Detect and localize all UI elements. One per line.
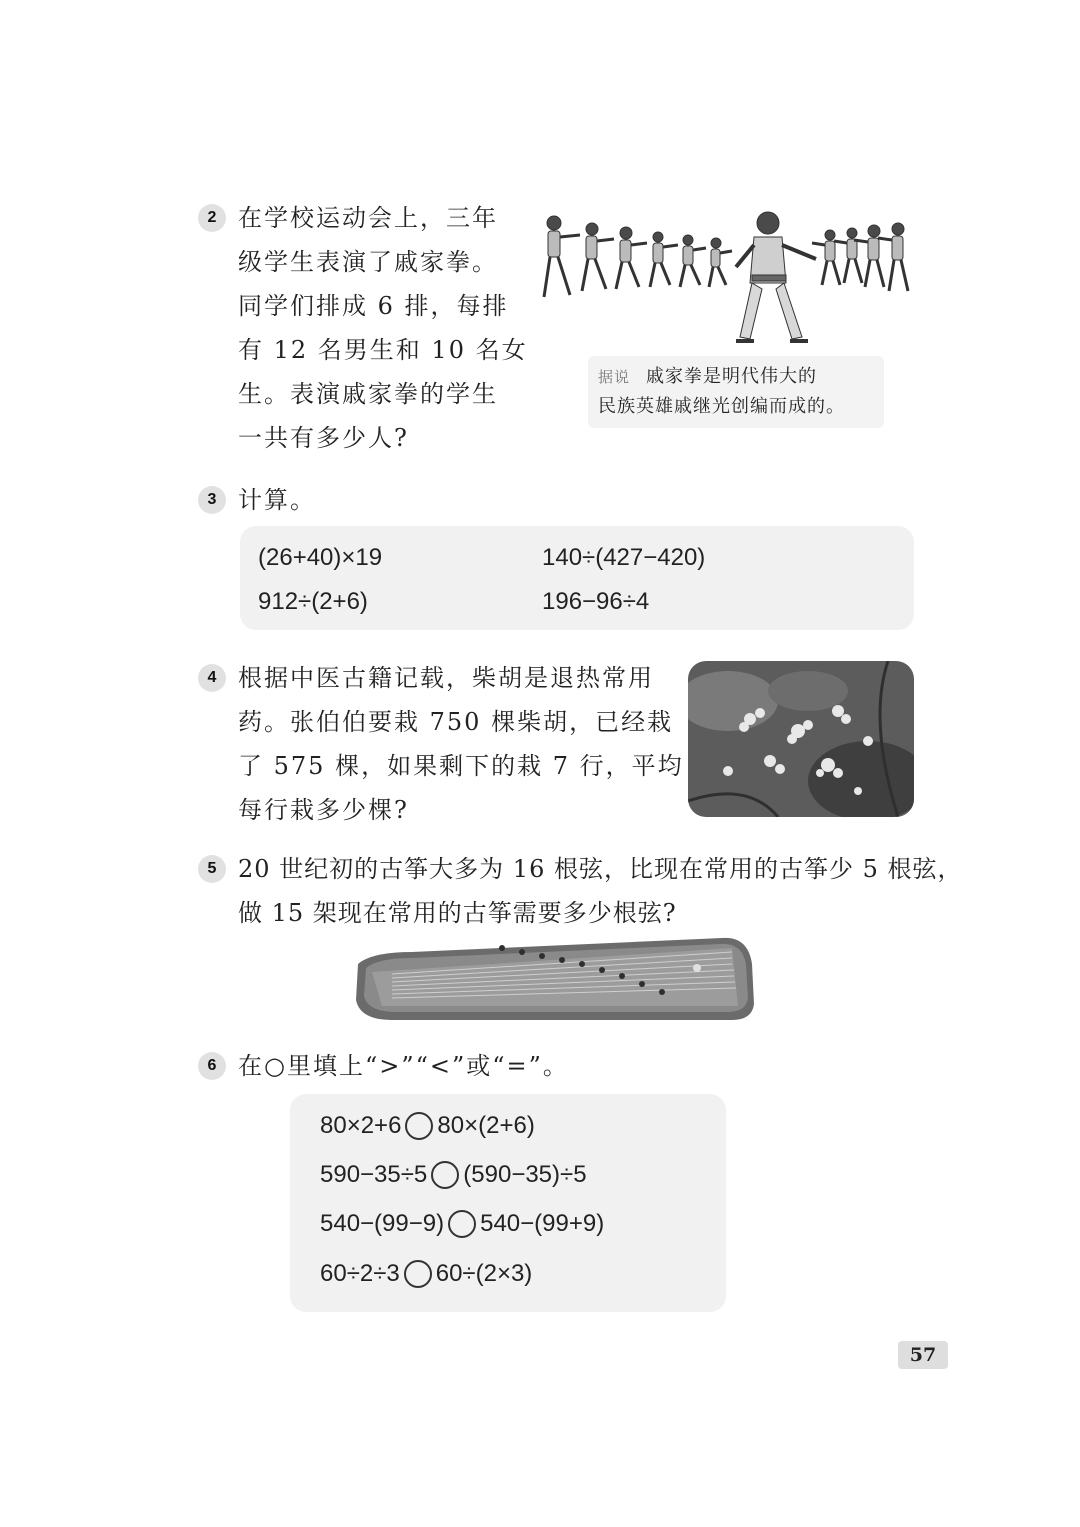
calc-expression-1: (26+40)×19 [258,544,383,571]
problem-3-badge: 3 [198,486,226,514]
comparison-row-2 [320,1158,587,1192]
guzheng-image [352,934,756,1026]
tip-tag: 据说 [598,368,631,386]
problem-5-line-2: 做 15 架现在常用的古筝需要多少根弦? [238,899,677,927]
comparison-row-4 [320,1257,532,1291]
tip-box [588,356,884,428]
problem-2-badge: 2 [198,204,226,232]
answer-circle-1[interactable] [405,1112,433,1140]
answer-circle-3[interactable] [448,1210,476,1238]
calc-expression-3: 912÷(2+6) [258,588,368,615]
comparison-row-1 [320,1109,535,1143]
answer-circle-4[interactable] [404,1260,432,1288]
comparison-row-3 [320,1207,604,1241]
tip-line-2: 民族英雄戚继光创编而成的。 [598,396,845,417]
comparison-3-right: 540−(99+9) [480,1210,605,1237]
answer-circle-2[interactable] [431,1161,459,1189]
tip-line-1: 戚家拳是明代伟大的 [646,366,818,387]
students-left-group [544,216,732,297]
students-right-group [812,223,908,291]
calc-expression-2: 140÷(427−420) [542,544,706,571]
problem-6-badge: 6 [198,1052,226,1080]
problem-2-line-6: 一共有多少人? [238,424,409,452]
problem-2-line-1: 在学校运动会上，三年 [238,204,498,232]
problem-4-line-1: 根据中医古籍记载，柴胡是退热常用 [238,664,654,692]
calc-expression-4: 196−96÷4 [542,588,650,615]
problem-2-line-5: 生。表演戚家拳的学生 [238,380,498,408]
problem-6-title: 在○里填上“>”“<”或“=”。 [238,1052,569,1080]
page-number: 57 [898,1341,948,1369]
bupleurum-flower-photo [688,661,914,817]
comparison-4-right: 60÷(2×3) [435,1260,533,1287]
problem-2-line-4: 有 12 名男生和 10 名女 [238,336,528,364]
problem-2-line-3: 同学们排成 6 排，每排 [238,292,509,320]
problem-4-line-4: 每行栽多少棵? [238,796,409,824]
problem-3-title: 计算。 [238,486,316,514]
problem-2-text [238,196,528,460]
problem-4-text [238,656,684,832]
comparison-4-left: 60÷2÷3 [320,1260,400,1287]
comparison-1-right: 80×(2+6) [437,1112,535,1139]
problem-5-badge: 5 [198,855,226,883]
problem-4-line-3: 了 575 棵，如果剩下的栽 7 行，平均 [238,752,684,780]
comparison-2-left: 590−35÷5 [320,1161,428,1188]
comparison-3-left: 540−(99−9) [320,1210,445,1237]
leader-figure [736,212,816,341]
problem-5-text [238,847,963,935]
problem-4-line-2: 药。张伯伯要栽 750 棵柴胡，已经栽 [238,708,674,736]
comparison-2-right: (590−35)÷5 [463,1161,587,1188]
problem-5-line-1: 20 世纪初的古筝大多为 16 根弦，比现在常用的古筝少 5 根弦， [238,855,963,883]
problem-4-badge: 4 [198,664,226,692]
martial-arts-illustration [540,205,916,350]
problem-2-line-2: 级学生表演了戚家拳。 [238,248,498,276]
comparison-1-left: 80×2+6 [320,1112,402,1139]
